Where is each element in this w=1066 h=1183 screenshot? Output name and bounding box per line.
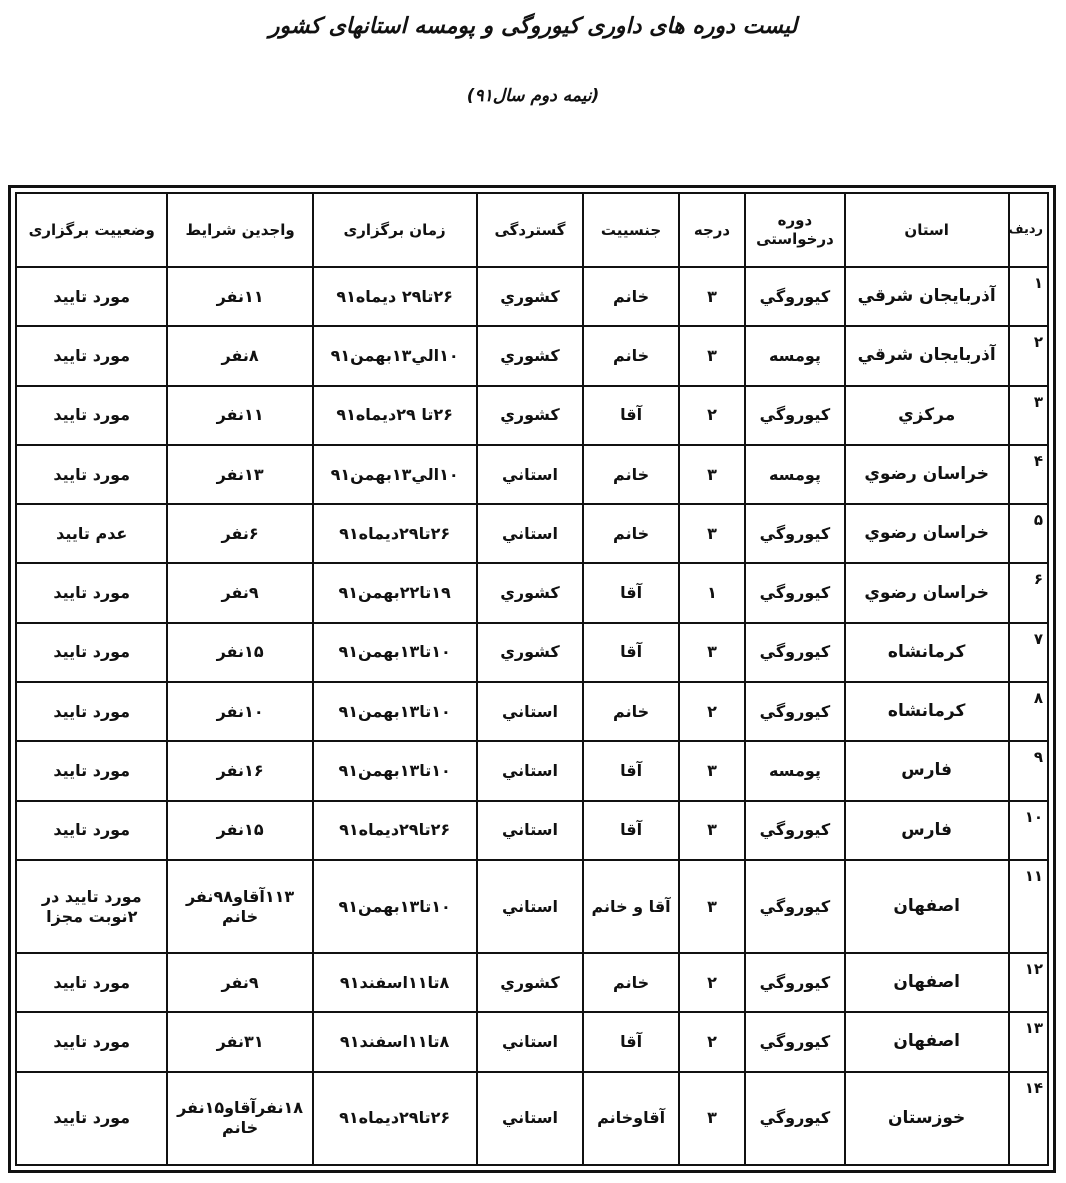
header-grade: درجه (679, 193, 745, 267)
cell-row-number: ۱۱ (1009, 860, 1048, 953)
cell-eligible: ۱۱نفر (167, 267, 312, 326)
table-header-row (16, 193, 1048, 267)
cell-status: مورد تایید در ۲نوبت مجزا (16, 860, 167, 953)
cell-gender: آقا (583, 623, 678, 682)
cell-grade: ۲ (679, 682, 745, 741)
cell-row-number: ۱۲ (1009, 953, 1048, 1012)
cell-eligible: ۱۳نفر (167, 445, 312, 504)
table-body (16, 267, 1048, 1165)
cell-province: اصفهان (845, 1012, 1009, 1071)
cell-gender: خانم (583, 267, 678, 326)
cell-requested-course: پومسه (745, 741, 845, 800)
header-scope: گستردگی (477, 193, 584, 267)
cell-eligible: ۱۰نفر (167, 682, 312, 741)
cell-row-number: ۴ (1009, 445, 1048, 504)
cell-grade: ۳ (679, 801, 745, 860)
header-province: استان (845, 193, 1009, 267)
table-row (16, 741, 1048, 800)
cell-grade: ۲ (679, 953, 745, 1012)
table-row (16, 682, 1048, 741)
cell-row-number: ۸ (1009, 682, 1048, 741)
cell-requested-course: کیوروگي (745, 504, 845, 563)
cell-requested-course: کیوروگي (745, 267, 845, 326)
cell-eligible: ۳۱نفر (167, 1012, 312, 1071)
cell-row-number: ۱۴ (1009, 1072, 1048, 1165)
cell-scope: استاني (477, 801, 584, 860)
cell-row-number: ۲ (1009, 326, 1048, 385)
cell-scope: کشوري (477, 386, 584, 445)
cell-status: مورد تایید (16, 1012, 167, 1071)
cell-eligible: ۹نفر (167, 953, 312, 1012)
cell-scope: استاني (477, 1072, 584, 1165)
cell-eligible: ۱۵نفر (167, 623, 312, 682)
header-status: وضعییت برگزاری (16, 193, 167, 267)
cell-province: آذربایجان شرقي (845, 326, 1009, 385)
table-row (16, 1012, 1048, 1071)
document-subtitle: (نیمه دوم سال۹۱) (466, 86, 600, 106)
cell-row-number: ۵ (1009, 504, 1048, 563)
cell-status: مورد تایید (16, 953, 167, 1012)
table-row (16, 386, 1048, 445)
cell-scope: استاني (477, 682, 584, 741)
cell-date: ۱۰الي۱۳بهمن۹۱ (313, 445, 477, 504)
cell-gender: آقا (583, 741, 678, 800)
table-row (16, 445, 1048, 504)
cell-eligible: ۱۶نفر (167, 741, 312, 800)
cell-status: مورد تایید (16, 267, 167, 326)
cell-scope: استاني (477, 445, 584, 504)
cell-requested-course: کیوروگي (745, 386, 845, 445)
cell-status: مورد تایید (16, 623, 167, 682)
cell-status: مورد تایید (16, 563, 167, 622)
cell-requested-course: کیوروگي (745, 623, 845, 682)
cell-requested-course: کیوروگي (745, 860, 845, 953)
cell-province: خوزستان (845, 1072, 1009, 1165)
cell-province: فارس (845, 801, 1009, 860)
cell-grade: ۳ (679, 1072, 745, 1165)
cell-grade: ۳ (679, 860, 745, 953)
table-frame (8, 185, 1056, 1173)
cell-scope: کشوري (477, 953, 584, 1012)
cell-scope: استاني (477, 860, 584, 953)
cell-date: ۲۶تا۲۹دیماه۹۱ (313, 1072, 477, 1165)
table-row (16, 801, 1048, 860)
cell-scope: استاني (477, 504, 584, 563)
cell-date: ۸تا۱۱اسفند۹۱ (313, 1012, 477, 1071)
cell-status: عدم تایید (16, 504, 167, 563)
cell-scope: استاني (477, 741, 584, 800)
cell-date: ۱۰تا۱۳بهمن۹۱ (313, 682, 477, 741)
cell-status: مورد تایید (16, 445, 167, 504)
cell-gender: خانم (583, 326, 678, 385)
cell-row-number: ۳ (1009, 386, 1048, 445)
cell-date: ۱۰تا۱۳بهمن۹۱ (313, 860, 477, 953)
cell-gender: آقا (583, 1012, 678, 1071)
cell-eligible: ۱۸نفرآقاو۱۵نفر خانم (167, 1072, 312, 1165)
cell-grade: ۳ (679, 267, 745, 326)
cell-grade: ۲ (679, 1012, 745, 1071)
referee-courses-table (15, 192, 1049, 1166)
document-title: لیست دوره های داوری کیوروگی و پومسه استانهای کشور (268, 14, 798, 39)
cell-province: آذربایجان شرقي (845, 267, 1009, 326)
cell-status: مورد تایید (16, 801, 167, 860)
cell-date: ۱۹تا۲۲بهمن۹۱ (313, 563, 477, 622)
cell-grade: ۳ (679, 326, 745, 385)
cell-date: ۸تا۱۱اسفند۹۱ (313, 953, 477, 1012)
cell-province: فارس (845, 741, 1009, 800)
cell-grade: ۳ (679, 741, 745, 800)
cell-gender: خانم (583, 682, 678, 741)
header-eligible: واجدین شرایط (167, 193, 312, 267)
header-gender: جنسییت (583, 193, 678, 267)
cell-eligible: ۸نفر (167, 326, 312, 385)
table-row (16, 860, 1048, 953)
cell-row-number: ۷ (1009, 623, 1048, 682)
cell-province: اصفهان (845, 860, 1009, 953)
header-requested-course: دوره درخواستی (745, 193, 845, 267)
cell-status: مورد تایید (16, 741, 167, 800)
cell-gender: آقاوخانم (583, 1072, 678, 1165)
header-date: زمان برگزاری (313, 193, 477, 267)
cell-grade: ۳ (679, 623, 745, 682)
cell-date: ۱۰الي۱۳بهمن۹۱ (313, 326, 477, 385)
cell-row-number: ۱۰ (1009, 801, 1048, 860)
cell-eligible: ۱۱۳آقاو۹۸نفر خانم (167, 860, 312, 953)
table-row (16, 267, 1048, 326)
cell-requested-course: کیوروگي (745, 1012, 845, 1071)
cell-province: خراسان رضوي (845, 563, 1009, 622)
cell-province: مرکزي (845, 386, 1009, 445)
cell-status: مورد تایید (16, 1072, 167, 1165)
cell-requested-course: کیوروگي (745, 801, 845, 860)
cell-province: خراسان رضوي (845, 504, 1009, 563)
cell-eligible: ۱۱نفر (167, 386, 312, 445)
cell-requested-course: کیوروگي (745, 1072, 845, 1165)
cell-status: مورد تایید (16, 386, 167, 445)
cell-scope: کشوري (477, 623, 584, 682)
header-row-number: ردیف (1009, 193, 1048, 267)
cell-grade: ۱ (679, 563, 745, 622)
table-row (16, 953, 1048, 1012)
cell-grade: ۲ (679, 386, 745, 445)
cell-gender: خانم (583, 445, 678, 504)
cell-date: ۱۰تا۱۳بهمن۹۱ (313, 741, 477, 800)
cell-eligible: ۱۵نفر (167, 801, 312, 860)
table-row (16, 1072, 1048, 1165)
cell-eligible: ۹نفر (167, 563, 312, 622)
cell-requested-course: پومسه (745, 326, 845, 385)
table-row (16, 623, 1048, 682)
cell-gender: خانم (583, 953, 678, 1012)
table-row (16, 563, 1048, 622)
cell-date: ۱۰تا۱۳بهمن۹۱ (313, 623, 477, 682)
cell-gender: آقا و خانم (583, 860, 678, 953)
cell-province: اصفهان (845, 953, 1009, 1012)
cell-date: ۲۶تا۲۹ دیماه۹۱ (313, 267, 477, 326)
cell-gender: آقا (583, 386, 678, 445)
cell-status: مورد تایید (16, 326, 167, 385)
cell-row-number: ۱ (1009, 267, 1048, 326)
cell-gender: آقا (583, 563, 678, 622)
cell-scope: استاني (477, 1012, 584, 1071)
cell-gender: خانم (583, 504, 678, 563)
cell-requested-course: کیوروگي (745, 953, 845, 1012)
cell-scope: کشوري (477, 563, 584, 622)
cell-date: ۲۶تا۲۹دیماه۹۱ (313, 504, 477, 563)
cell-requested-course: کیوروگي (745, 563, 845, 622)
table-row (16, 504, 1048, 563)
table-row (16, 326, 1048, 385)
cell-scope: کشوري (477, 326, 584, 385)
cell-province: کرمانشاه (845, 623, 1009, 682)
cell-row-number: ۹ (1009, 741, 1048, 800)
cell-status: مورد تایید (16, 682, 167, 741)
cell-grade: ۳ (679, 445, 745, 504)
cell-grade: ۳ (679, 504, 745, 563)
cell-gender: آقا (583, 801, 678, 860)
cell-province: کرمانشاه (845, 682, 1009, 741)
cell-eligible: ۶نفر (167, 504, 312, 563)
cell-row-number: ۱۳ (1009, 1012, 1048, 1071)
cell-province: خراسان رضوي (845, 445, 1009, 504)
cell-row-number: ۶ (1009, 563, 1048, 622)
cell-scope: کشوري (477, 267, 584, 326)
cell-date: ۲۶تا ۲۹دیماه۹۱ (313, 386, 477, 445)
cell-date: ۲۶تا۲۹دیماه۹۱ (313, 801, 477, 860)
cell-requested-course: پومسه (745, 445, 845, 504)
cell-requested-course: کیوروگي (745, 682, 845, 741)
